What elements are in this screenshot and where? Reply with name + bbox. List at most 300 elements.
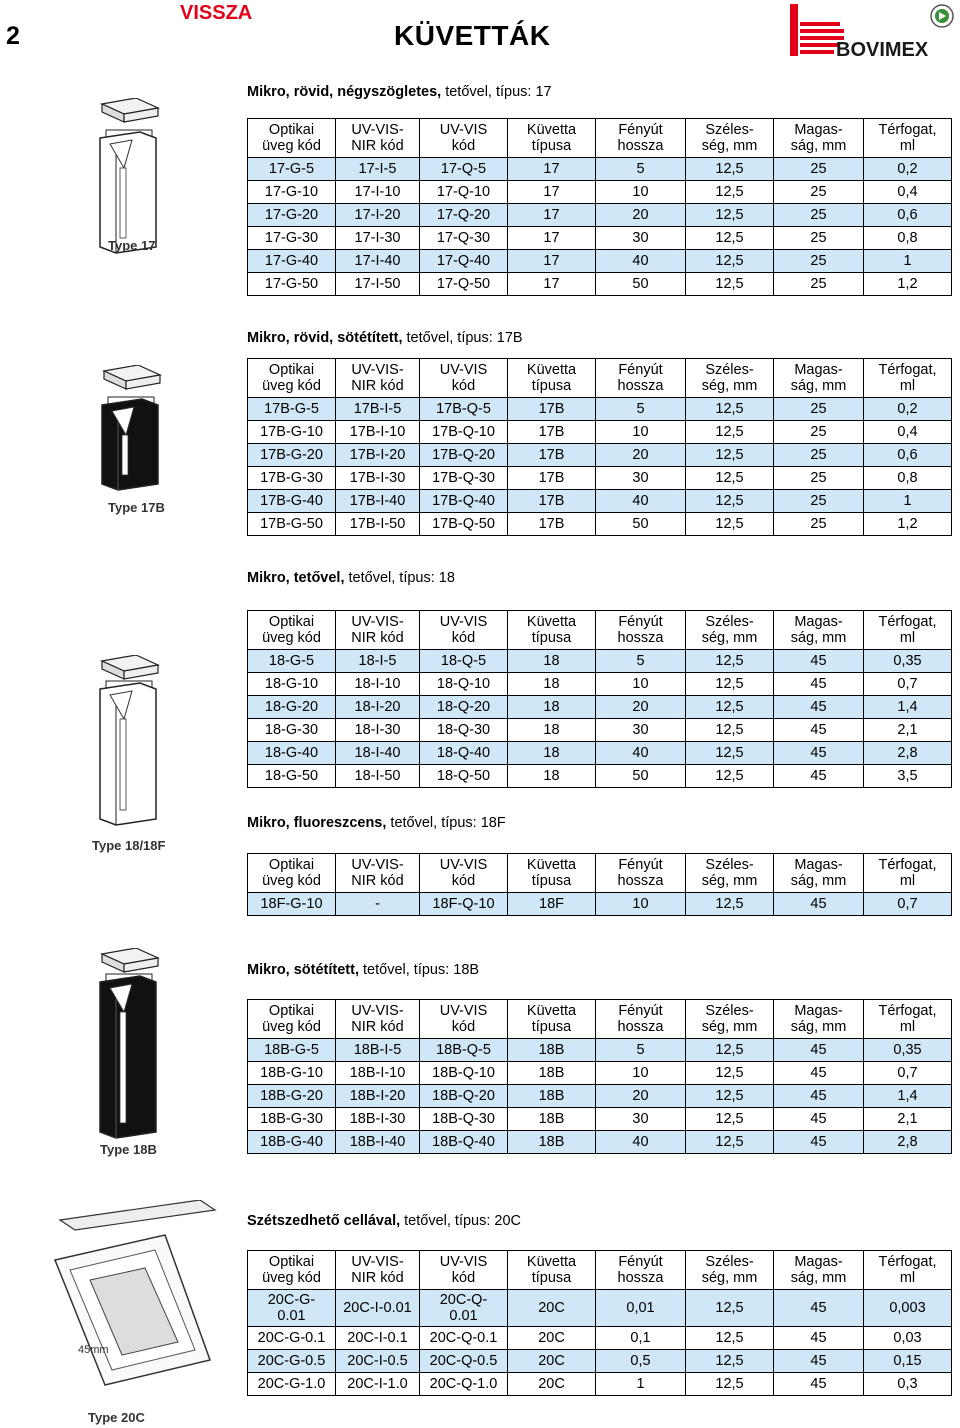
table-cell: 12,5	[686, 673, 774, 696]
table-cell: 17-Q-40	[420, 250, 508, 273]
table-row	[248, 673, 952, 696]
table-cell: 17B-G-10	[248, 421, 336, 444]
table-row	[248, 765, 952, 788]
column-header: Magas- ság, mm	[774, 359, 864, 398]
table-cell: 12,5	[686, 1350, 774, 1373]
table-cell: 17B-I-40	[336, 490, 420, 513]
table-cell: 18-I-40	[336, 742, 420, 765]
column-header: Magas- ság, mm	[774, 611, 864, 650]
table-cell: 0,6	[864, 444, 952, 467]
table-cell: 17	[508, 273, 596, 296]
column-header: Küvetta típusa	[508, 1000, 596, 1039]
table-cell: 12,5	[686, 1131, 774, 1154]
table-cell: 20C-Q-1.0	[420, 1373, 508, 1396]
table-row	[248, 1327, 952, 1350]
column-header: Fényút hossza	[596, 1251, 686, 1290]
table-cell: 18B	[508, 1062, 596, 1085]
table-row	[248, 398, 952, 421]
table-cell: 1	[596, 1373, 686, 1396]
table-cell: 17B	[508, 444, 596, 467]
table-cell: 0,15	[864, 1350, 952, 1373]
table-cell: 18B	[508, 1108, 596, 1131]
table-cell: 17B-Q-20	[420, 444, 508, 467]
section-title-rest: tetővel, típus: 17B	[402, 330, 523, 346]
table-cell: 25	[774, 181, 864, 204]
table-cell: 0,5	[596, 1350, 686, 1373]
table-cell: 45	[774, 696, 864, 719]
column-header: Optikai üveg kód	[248, 1000, 336, 1039]
section-title	[247, 962, 479, 978]
table-cell: 17B	[508, 513, 596, 536]
table-cell: 18B-G-20	[248, 1085, 336, 1108]
section-title-rest: tetővel, típus: 18	[344, 570, 455, 586]
table-header-row	[248, 854, 952, 893]
table-cell: 30	[596, 227, 686, 250]
spec-table	[247, 999, 952, 1154]
table-cell: 18-G-5	[248, 650, 336, 673]
table-cell: 12,5	[686, 1108, 774, 1131]
table-row	[248, 696, 952, 719]
table-cell: 18	[508, 719, 596, 742]
table-cell: 45	[774, 1373, 864, 1396]
table-cell: 45	[774, 1131, 864, 1154]
column-header: UV-VIS- NIR kód	[336, 611, 420, 650]
table-cell: 5	[596, 1039, 686, 1062]
table-cell: 12,5	[686, 444, 774, 467]
table-cell: 17B-I-10	[336, 421, 420, 444]
table-cell: 18-G-30	[248, 719, 336, 742]
table-cell: 45	[774, 1085, 864, 1108]
cuvette-illustration	[88, 948, 168, 1148]
table-cell: 12,5	[686, 158, 774, 181]
table-cell: 18B-G-40	[248, 1131, 336, 1154]
table-cell: 12,5	[686, 1039, 774, 1062]
table-cell: 17B-G-50	[248, 513, 336, 536]
table-cell: 17-G-10	[248, 181, 336, 204]
table-cell: 17B-I-20	[336, 444, 420, 467]
column-header: Küvetta típusa	[508, 854, 596, 893]
table-cell: 12,5	[686, 467, 774, 490]
column-header: Fényút hossza	[596, 119, 686, 158]
column-header: Magas- ság, mm	[774, 1251, 864, 1290]
column-header: Optikai üveg kód	[248, 1251, 336, 1290]
table-cell: 45	[774, 742, 864, 765]
column-header: Küvetta típusa	[508, 119, 596, 158]
table-cell: 0,3	[864, 1373, 952, 1396]
table-cell: 1	[864, 490, 952, 513]
column-header: UV-VIS kód	[420, 1251, 508, 1290]
section-title	[247, 570, 455, 586]
table-cell: 10	[596, 181, 686, 204]
page-title: KÜVETTÁK	[394, 20, 551, 51]
table-cell: 12,5	[686, 696, 774, 719]
table-cell: 18B-I-10	[336, 1062, 420, 1085]
table-cell: 0,7	[864, 1062, 952, 1085]
back-link[interactable]: VISSZA	[180, 2, 253, 24]
type-label: Type 17	[108, 238, 156, 253]
column-header: Térfogat, ml	[864, 854, 952, 893]
table-cell: 10	[596, 893, 686, 916]
table-cell: 2,1	[864, 719, 952, 742]
table-cell: 20	[596, 1085, 686, 1108]
table-cell: 0,03	[864, 1327, 952, 1350]
table-cell: 45	[774, 650, 864, 673]
table-cell: 18-Q-10	[420, 673, 508, 696]
column-header: Optikai üveg kód	[248, 854, 336, 893]
table-cell: 18-I-10	[336, 673, 420, 696]
table-row	[248, 273, 952, 296]
table-cell: 45	[774, 765, 864, 788]
section-title	[247, 330, 523, 346]
column-header: Fényút hossza	[596, 854, 686, 893]
table-cell: 18B	[508, 1039, 596, 1062]
table-cell: 5	[596, 398, 686, 421]
column-header: Széles- ség, mm	[686, 611, 774, 650]
column-header: Térfogat, ml	[864, 611, 952, 650]
type-label: Type 18B	[100, 1142, 157, 1157]
table-cell: 18B-I-20	[336, 1085, 420, 1108]
table-cell: 30	[596, 467, 686, 490]
table-cell: 12,5	[686, 273, 774, 296]
table-cell: 25	[774, 398, 864, 421]
table-cell: 1,2	[864, 273, 952, 296]
table-cell: 17B	[508, 467, 596, 490]
column-header: Térfogat, ml	[864, 1000, 952, 1039]
table-header-row	[248, 119, 952, 158]
table-cell: 1,4	[864, 1085, 952, 1108]
column-header: Térfogat, ml	[864, 119, 952, 158]
table-cell: 17-Q-30	[420, 227, 508, 250]
table-row	[248, 444, 952, 467]
table-cell: 12,5	[686, 765, 774, 788]
table-cell: 25	[774, 444, 864, 467]
table-cell: 25	[774, 421, 864, 444]
table-row	[248, 181, 952, 204]
table-cell: 17B-Q-40	[420, 490, 508, 513]
table-cell: 18-Q-30	[420, 719, 508, 742]
table-cell: 18B-I-5	[336, 1039, 420, 1062]
column-header: UV-VIS- NIR kód	[336, 359, 420, 398]
table-cell: 17B-G-30	[248, 467, 336, 490]
table-cell: 50	[596, 273, 686, 296]
table-row	[248, 1131, 952, 1154]
column-header: Széles- ség, mm	[686, 119, 774, 158]
table-cell: 18B-Q-20	[420, 1085, 508, 1108]
section-title-bold: Mikro, rövid, négyszögletes,	[247, 84, 442, 100]
table-cell: 17-I-30	[336, 227, 420, 250]
table-cell: 17-Q-50	[420, 273, 508, 296]
table-row	[248, 1350, 952, 1373]
table-cell: 17B-I-5	[336, 398, 420, 421]
column-header: UV-VIS- NIR kód	[336, 119, 420, 158]
table-cell: 17-Q-10	[420, 181, 508, 204]
section-title-bold: Mikro, rövid, sötétített,	[247, 330, 403, 346]
table-cell: 20C-Q-0.1	[420, 1327, 508, 1350]
table-cell: 0,8	[864, 467, 952, 490]
spec-table	[247, 358, 952, 536]
column-header: Küvetta típusa	[508, 1251, 596, 1290]
table-cell: 12,5	[686, 421, 774, 444]
table-cell: 20	[596, 696, 686, 719]
table-row	[248, 1039, 952, 1062]
table-row	[248, 204, 952, 227]
table-cell: 18B-Q-40	[420, 1131, 508, 1154]
table-cell: 0,01	[596, 1290, 686, 1327]
table-cell: 30	[596, 1108, 686, 1131]
table-cell: 45	[774, 1350, 864, 1373]
table-cell: 25	[774, 158, 864, 181]
table-row	[248, 719, 952, 742]
table-cell: 17	[508, 158, 596, 181]
table-cell: 18B-Q-5	[420, 1039, 508, 1062]
table-cell: 12,5	[686, 1327, 774, 1350]
table-cell: 25	[774, 227, 864, 250]
table-cell: 12,5	[686, 490, 774, 513]
table-cell: 20	[596, 204, 686, 227]
bovimex-logo	[788, 2, 958, 60]
column-header: Fényút hossza	[596, 359, 686, 398]
table-header-row	[248, 359, 952, 398]
table-cell: 18-G-20	[248, 696, 336, 719]
table-cell: 17-I-5	[336, 158, 420, 181]
table-cell: 0,8	[864, 227, 952, 250]
spec-table	[247, 118, 952, 296]
table-cell: 20C-G- 0.01	[248, 1290, 336, 1327]
table-row	[248, 1085, 952, 1108]
table-cell: 12,5	[686, 650, 774, 673]
column-header: UV-VIS- NIR kód	[336, 854, 420, 893]
table-cell: 25	[774, 250, 864, 273]
table-cell: 45	[774, 719, 864, 742]
table-cell: 20C-G-1.0	[248, 1373, 336, 1396]
section-title-rest: tetővel, típus: 18B	[358, 962, 480, 978]
table-row	[248, 250, 952, 273]
table-cell: 45	[774, 673, 864, 696]
table-cell: 0,35	[864, 1039, 952, 1062]
column-header: UV-VIS- NIR kód	[336, 1000, 420, 1039]
table-cell: 1,4	[864, 696, 952, 719]
table-cell: 25	[774, 204, 864, 227]
table-cell: 17	[508, 250, 596, 273]
table-cell: 20C	[508, 1350, 596, 1373]
column-header: UV-VIS kód	[420, 854, 508, 893]
page-number: 2	[6, 22, 20, 50]
table-cell: 40	[596, 490, 686, 513]
column-header: UV-VIS kód	[420, 119, 508, 158]
column-header: Küvetta típusa	[508, 611, 596, 650]
table-cell: 18B-I-40	[336, 1131, 420, 1154]
table-row	[248, 158, 952, 181]
table-cell: 17-Q-5	[420, 158, 508, 181]
table-cell: 20C-Q- 0.01	[420, 1290, 508, 1327]
table-cell: 45	[774, 893, 864, 916]
cuvette-illustration	[90, 365, 170, 500]
table-cell: 12,5	[686, 513, 774, 536]
table-cell: 18	[508, 696, 596, 719]
table-cell: 12,5	[686, 1062, 774, 1085]
table-cell: 17-I-20	[336, 204, 420, 227]
table-cell: 0,1	[596, 1327, 686, 1350]
spec-table	[247, 610, 952, 788]
table-cell: 17-I-50	[336, 273, 420, 296]
column-header: Optikai üveg kód	[248, 611, 336, 650]
table-cell: 25	[774, 513, 864, 536]
table-cell: 20C-I-0.1	[336, 1327, 420, 1350]
table-cell: 18-I-5	[336, 650, 420, 673]
table-row	[248, 1290, 952, 1327]
table-cell: 18	[508, 673, 596, 696]
section-title-bold: Mikro, sötétített,	[247, 962, 359, 978]
table-cell: 17B-Q-30	[420, 467, 508, 490]
table-cell: 17B	[508, 490, 596, 513]
table-cell: 10	[596, 673, 686, 696]
table-cell: 10	[596, 1062, 686, 1085]
table-cell: 45	[774, 1062, 864, 1085]
table-cell: 0,4	[864, 421, 952, 444]
table-cell: 18	[508, 742, 596, 765]
table-cell: 17-Q-20	[420, 204, 508, 227]
spec-table	[247, 853, 952, 916]
table-cell: 20C-I-0.01	[336, 1290, 420, 1327]
table-cell: 18	[508, 650, 596, 673]
table-cell: 25	[774, 273, 864, 296]
table-row	[248, 490, 952, 513]
table-header-row	[248, 611, 952, 650]
table-cell: 25	[774, 467, 864, 490]
table-cell: 17B-I-50	[336, 513, 420, 536]
table-cell: 12,5	[686, 1373, 774, 1396]
column-header: Magas- ság, mm	[774, 119, 864, 158]
column-header: Optikai üveg kód	[248, 359, 336, 398]
table-cell: 20C-I-1.0	[336, 1373, 420, 1396]
table-cell: 17-G-20	[248, 204, 336, 227]
table-row	[248, 1108, 952, 1131]
table-row	[248, 1062, 952, 1085]
table-cell: 0,7	[864, 673, 952, 696]
table-cell: 18-Q-20	[420, 696, 508, 719]
column-header: Széles- ség, mm	[686, 854, 774, 893]
table-cell: 18-I-20	[336, 696, 420, 719]
table-cell: 0,6	[864, 204, 952, 227]
table-cell: 18-Q-5	[420, 650, 508, 673]
table-cell: 20C-G-0.1	[248, 1327, 336, 1350]
table-cell: 12,5	[686, 1290, 774, 1327]
table-cell: 18B-Q-10	[420, 1062, 508, 1085]
table-cell: 18B-G-5	[248, 1039, 336, 1062]
column-header: Térfogat, ml	[864, 359, 952, 398]
table-cell: 25	[774, 490, 864, 513]
table-cell: 18-Q-40	[420, 742, 508, 765]
table-cell: 2,8	[864, 1131, 952, 1154]
table-cell: 1,2	[864, 513, 952, 536]
column-header: Magas- ság, mm	[774, 1000, 864, 1039]
table-cell: 17B-G-40	[248, 490, 336, 513]
table-cell: 17B	[508, 398, 596, 421]
table-cell: 18B-Q-30	[420, 1108, 508, 1131]
spec-table	[247, 1250, 952, 1396]
table-cell: 20C	[508, 1290, 596, 1327]
table-cell: 0,003	[864, 1290, 952, 1327]
table-cell: 18B-G-10	[248, 1062, 336, 1085]
table-cell: 18	[508, 765, 596, 788]
table-cell: 2,8	[864, 742, 952, 765]
table-cell: 12,5	[686, 893, 774, 916]
table-cell: 45	[774, 1039, 864, 1062]
type-label: Type 18/18F	[92, 838, 166, 853]
table-cell: 18B	[508, 1085, 596, 1108]
type-label: Type 17B	[108, 500, 165, 515]
table-cell: 40	[596, 742, 686, 765]
table-cell: 18-G-40	[248, 742, 336, 765]
table-cell: 17-G-5	[248, 158, 336, 181]
table-cell: 17B-Q-5	[420, 398, 508, 421]
table-cell: 18F	[508, 893, 596, 916]
column-header: Széles- ség, mm	[686, 359, 774, 398]
table-cell: 45	[774, 1108, 864, 1131]
table-cell: 20	[596, 444, 686, 467]
section-title-bold: Szétszedhető cellával,	[247, 1213, 401, 1229]
section-title	[247, 815, 506, 831]
column-header: UV-VIS kód	[420, 359, 508, 398]
section-title-rest: tetővel, típus: 20C	[400, 1213, 522, 1229]
table-header-row	[248, 1251, 952, 1290]
table-cell: 18-G-10	[248, 673, 336, 696]
table-cell: 12,5	[686, 181, 774, 204]
table-cell: 12,5	[686, 1085, 774, 1108]
table-row	[248, 650, 952, 673]
table-cell: 18B-G-30	[248, 1108, 336, 1131]
table-cell: 17B-I-30	[336, 467, 420, 490]
table-cell: 0,7	[864, 893, 952, 916]
table-cell: 12,5	[686, 742, 774, 765]
table-cell: 10	[596, 421, 686, 444]
section-title-bold: Mikro, fluoreszcens,	[247, 815, 387, 831]
dimension-label: 45mm	[78, 1344, 109, 1356]
table-row	[248, 421, 952, 444]
table-cell: 20C	[508, 1373, 596, 1396]
table-cell: 17-I-40	[336, 250, 420, 273]
table-cell: 17B	[508, 421, 596, 444]
table-cell: 17-G-30	[248, 227, 336, 250]
table-row	[248, 1373, 952, 1396]
column-header: Magas- ság, mm	[774, 854, 864, 893]
table-cell: 17-I-10	[336, 181, 420, 204]
table-cell: 20C-I-0.5	[336, 1350, 420, 1373]
table-cell: 12,5	[686, 398, 774, 421]
table-cell: 50	[596, 765, 686, 788]
table-cell: 18F-G-10	[248, 893, 336, 916]
table-cell: 17	[508, 204, 596, 227]
table-cell: 17B-G-20	[248, 444, 336, 467]
logo-text: BOVIMEX	[836, 39, 929, 60]
table-cell: 18-I-50	[336, 765, 420, 788]
section-title	[247, 84, 552, 100]
column-header: Küvetta típusa	[508, 359, 596, 398]
table-cell: 17B-Q-50	[420, 513, 508, 536]
table-cell: 45	[774, 1327, 864, 1350]
table-cell: 12,5	[686, 227, 774, 250]
table-header-row	[248, 1000, 952, 1039]
type-label: Type 20C	[88, 1410, 145, 1425]
table-cell: 40	[596, 1131, 686, 1154]
table-cell: 20C-G-0.5	[248, 1350, 336, 1373]
table-cell: 18B	[508, 1131, 596, 1154]
table-cell: 18-Q-50	[420, 765, 508, 788]
table-row	[248, 742, 952, 765]
cuvette-illustration	[88, 655, 168, 835]
table-cell: 12,5	[686, 250, 774, 273]
table-cell: 17-G-40	[248, 250, 336, 273]
